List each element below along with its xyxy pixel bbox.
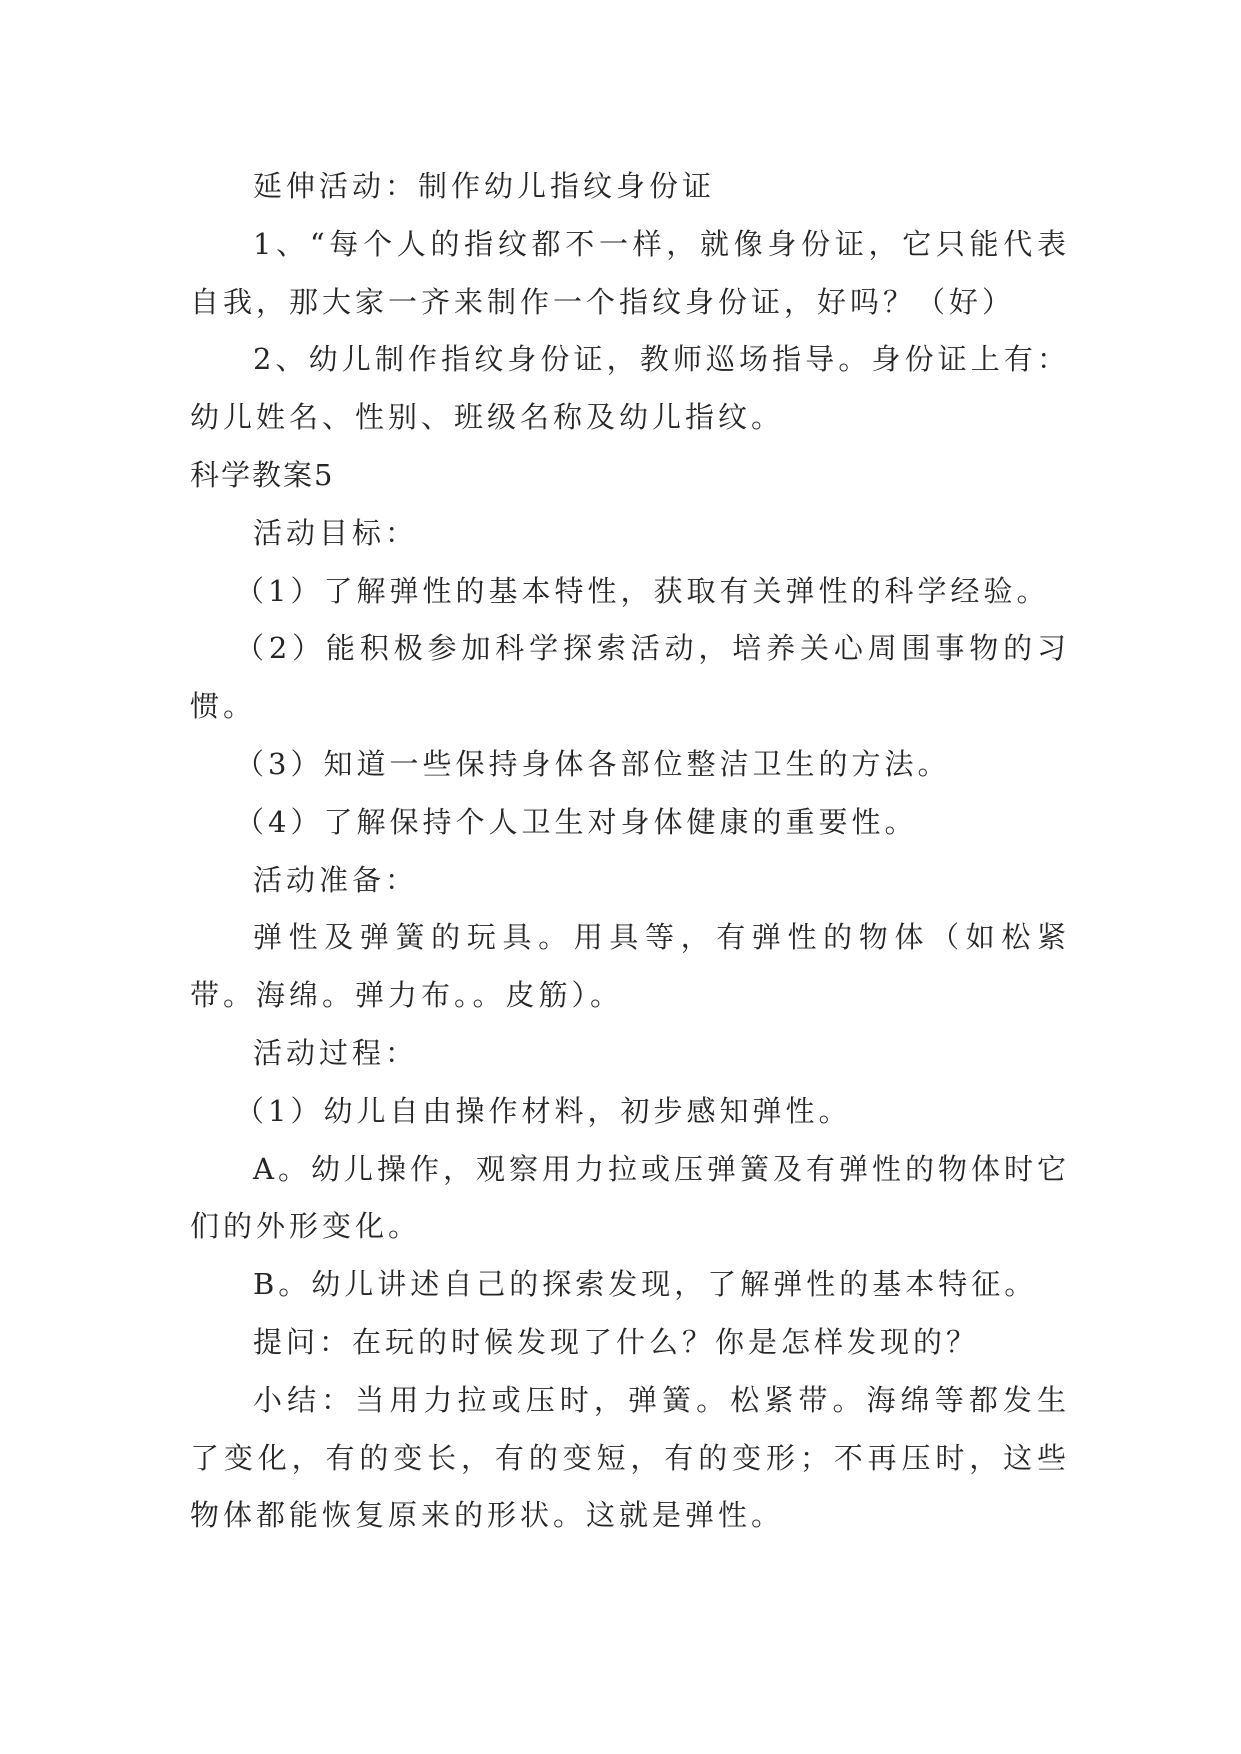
document-body <box>190 158 1070 1545</box>
paragraph-summary: 小结：当用力拉或压时，弹簧。松紧带。海绵等都发生了变化，有的变长，有的变短，有的变形；不再压时，这些物体都能恢复原来的形状。这就是弹性。 <box>190 1382 1070 1533</box>
paragraph-process-a: A。幼儿操作，观察用力拉或压弹簧及有弹性的物体时它们的外形变化。 <box>190 1151 1070 1244</box>
section-heading: 科学教案5 <box>190 457 335 492</box>
paragraph-goal-4: （4）了解保持个人卫生对身体健康的重要性。 <box>235 804 918 839</box>
paragraph-process-b: B。幼儿讲述自己的探索发现，了解弹性的基本特征。 <box>253 1267 1038 1302</box>
paragraph-question: 提问：在玩的时候发现了什么？你是怎样发现的？ <box>253 1324 980 1359</box>
paragraph-goal-2: （2）能积极参加科学探索活动，培养关心周围事物的习惯。 <box>190 631 1070 724</box>
paragraph-step-1: 1、“每个人的指纹都不一样，就像身份证，它只能代表自我，那大家一齐来制作一个指纹身份证，好吗？（好） <box>190 226 1070 319</box>
paragraph-goals-label: 活动目标： <box>253 515 419 550</box>
paragraph-goal-1: （1）了解弹性的基本特性，获取有关弹性的科学经验。 <box>235 573 1050 608</box>
paragraph-preparation: 弹性及弹簧的玩具。用具等，有弹性的物体（如松紧带。海绵。弹力布。。皮筋）。 <box>190 920 1070 1013</box>
paragraph-step-2: 2、幼儿制作指纹身份证，教师巡场指导。身份证上有：幼儿姓名、性别、班级名称及幼儿指纹。 <box>190 342 1070 435</box>
paragraph-preparation-label: 活动准备： <box>253 862 419 897</box>
paragraph-process-1: （1）幼儿自由操作材料，初步感知弹性。 <box>235 1093 852 1128</box>
paragraph-process-label: 活动过程： <box>253 1035 419 1070</box>
paragraph-extension-activity: 延伸活动：制作幼儿指纹身份证 <box>253 169 716 203</box>
paragraph-goal-3: （3）知道一些保持身体各部位整洁卫生的方法。 <box>235 746 951 781</box>
